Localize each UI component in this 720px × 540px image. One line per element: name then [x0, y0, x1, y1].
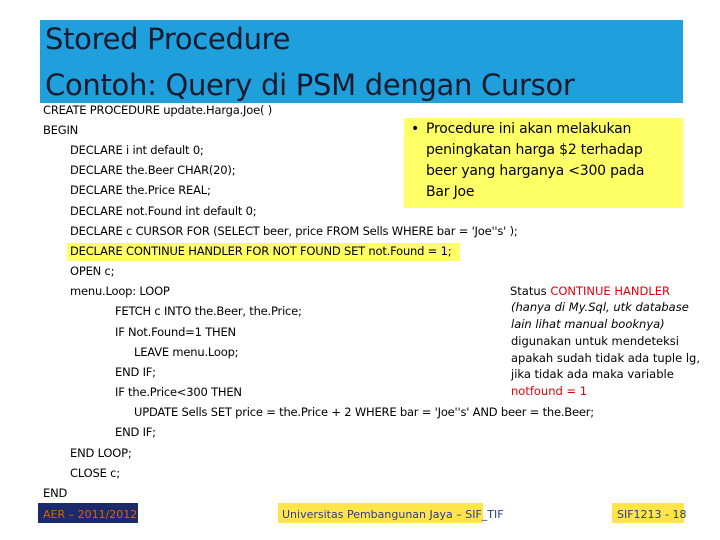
code-line-14: END IF; — [115, 365, 156, 379]
status-note-line-4: digunakan untuk mendeteksi — [511, 334, 679, 348]
footer-slide-number: SIF1213 - 18 — [617, 508, 687, 521]
code-line-4: DECLARE the.Beer CHAR(20); — [70, 163, 236, 177]
status-note-italic-2: lain lihat manual booknya) — [511, 317, 665, 331]
code-line-20: END — [43, 486, 68, 500]
callout-line-3: beer yang harganya <300 pada — [426, 163, 645, 179]
code-line-5: DECLARE the.Price REAL; — [70, 183, 211, 197]
slide-title: Stored Procedure — [45, 22, 291, 56]
status-note-line-7 — [511, 384, 587, 398]
status-note-line-3 — [511, 317, 665, 331]
code-line-9: OPEN c; — [70, 264, 115, 278]
code-line-13: LEAVE menu.Loop; — [134, 345, 239, 359]
code-line-8: DECLARE CONTINUE HANDLER FOR NOT FOUND SET not.Found = 1; — [70, 244, 452, 258]
callout-line-4: Bar Joe — [426, 184, 475, 200]
slide-subtitle: Contoh: Query di PSM dengan Cursor — [45, 68, 575, 102]
footer-left-text: AER – 2011/2012 — [43, 508, 138, 521]
code-line-10: menu.Loop: LOOP — [70, 284, 170, 298]
status-note-line-2 — [511, 300, 689, 314]
code-line-6: DECLARE not.Found int default 0; — [70, 204, 257, 218]
callout-line-2: peningkatan harga $2 terhadap — [426, 142, 643, 158]
code-line-2: BEGIN — [43, 123, 79, 137]
status-label: Status — [510, 284, 551, 298]
status-note-italic-1: (hanya di My.Sql, utk database — [511, 300, 689, 314]
code-line-15: IF the.Price<300 THEN — [115, 385, 242, 399]
code-line-3: DECLARE i int default 0; — [70, 143, 204, 157]
footer-center-text: Universitas Pembangunan Jaya – SIF_TIF — [282, 508, 504, 521]
code-line-17: END IF; — [115, 425, 156, 439]
code-line-16: UPDATE Sells SET price = the.Price + 2 WHERE bar = 'Joe''s' AND beer = the.Beer; — [134, 405, 594, 419]
code-line-11: FETCH c INTO the.Beer, the.Price; — [115, 304, 302, 318]
status-note-line-5: apakah sudah tidak ada tuple lg, — [511, 351, 701, 365]
status-handler-keyword: CONTINUE HANDLER — [550, 284, 670, 298]
status-note-line-1 — [510, 284, 670, 298]
code-line-18: END LOOP; — [70, 446, 132, 460]
callout-bullet: • — [411, 121, 420, 137]
status-note-line-6: jika tidak ada maka variable — [511, 367, 674, 381]
status-notfound-value: notfound = 1 — [511, 384, 588, 398]
code-line-19: CLOSE c; — [70, 466, 120, 480]
code-line-12: IF Not.Found=1 THEN — [115, 325, 236, 339]
code-line-1: CREATE PROCEDURE update.Harga.Joe( ) — [43, 103, 272, 117]
callout-line-1: Procedure ini akan melakukan — [426, 121, 632, 137]
callout-box — [404, 118, 683, 208]
code-line-7: DECLARE c CURSOR FOR (SELECT beer, price FROM Sells WHERE bar = 'Joe''s' ); — [70, 224, 518, 238]
